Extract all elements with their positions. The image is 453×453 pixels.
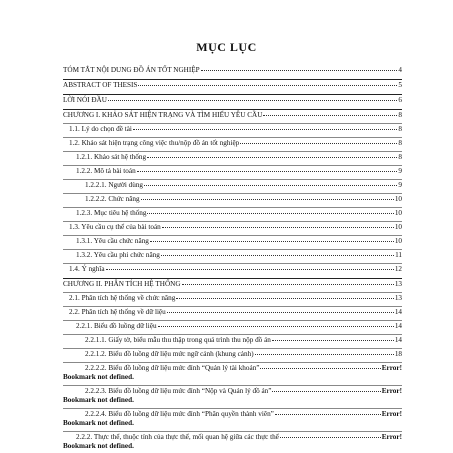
- toc-entry-page: 8: [398, 111, 402, 119]
- toc-entry-continuation: Bookmark not defined.: [63, 419, 134, 427]
- leader-dots: [150, 240, 394, 242]
- toc-entry[interactable]: [63, 96, 402, 105]
- toc-entry-continuation: Bookmark not defined.: [63, 373, 134, 381]
- leader-dots: [255, 353, 394, 355]
- toc-entry-label: 1.3.2. Yêu cầu phi chức năng: [76, 251, 160, 259]
- toc-entry[interactable]: [63, 350, 402, 359]
- toc-entry[interactable]: [63, 111, 402, 120]
- toc-entry-page: 12: [394, 265, 402, 273]
- toc-entry-label: TÓM TẮT NỘI DUNG ĐỒ ÁN TỐT NGHIỆP: [63, 66, 200, 74]
- toc-entry-label: 2.2.2. Thực thể, thuộc tính của thực thể, mối quan hệ giữa các thực thể: [76, 433, 279, 441]
- toc-entry[interactable]: [63, 280, 402, 289]
- toc-entry-page: 14: [394, 322, 402, 330]
- leader-dots: [162, 226, 394, 228]
- toc-title: MỤC LỤC: [196, 40, 257, 54]
- toc-entry[interactable]: [63, 125, 402, 134]
- toc-entry-label: 1.4. Ý nghĩa: [69, 265, 105, 273]
- toc-entry-page: 9: [398, 181, 402, 189]
- toc-entry-label: 1.2.2.2. Chức năng: [85, 195, 140, 203]
- leader-dots: [240, 142, 397, 144]
- toc-entry-page: Error!: [381, 410, 402, 418]
- toc-entry[interactable]: [63, 308, 402, 317]
- divider: [63, 359, 402, 363]
- divider: [63, 274, 402, 279]
- divider: [63, 75, 402, 80]
- divider: [63, 232, 402, 236]
- toc-entry-label: LỜI NÓI ĐẦU: [63, 96, 107, 104]
- divider: [63, 405, 402, 409]
- toc-entry-page: 6: [398, 96, 402, 104]
- toc-entry-label: 2.2.2.2. Biểu đồ luồng dữ liệu mức đỉnh “Quản lý tài khoản”: [85, 364, 260, 372]
- leader-dots: [147, 212, 393, 214]
- toc-entry-page: 14: [394, 308, 402, 316]
- toc-entry-page: 10: [394, 195, 402, 203]
- toc-entry-label: ABSTRACT OF THESIS: [63, 81, 138, 89]
- toc-entry-label: 2.2. Phân tích hệ thống về dữ liệu: [69, 308, 166, 316]
- toc-entry-continuation: Bookmark not defined.: [63, 442, 134, 450]
- toc-entry-label: CHƯƠNG II. PHÂN TÍCH HỆ THỐNG: [63, 280, 181, 288]
- toc-entry-label: 2.2.1.1. Giấy tờ, biểu mẫu thu thập trong quá trình thu nộp đồ án: [85, 336, 271, 344]
- divider: [63, 204, 402, 208]
- toc-entry-page: 11: [395, 251, 402, 259]
- toc-entry[interactable]: [63, 195, 402, 204]
- leader-dots: [106, 268, 394, 270]
- toc-entry-page: 8: [398, 153, 402, 161]
- toc-entry-page: 13: [394, 280, 402, 288]
- divider: [63, 190, 402, 194]
- leader-dots: [272, 339, 394, 341]
- toc-entry-label: 1.2.2.1. Người dùng: [85, 181, 144, 189]
- divider: [63, 331, 402, 335]
- toc-entry-label: 2.1. Phân tích hệ thống về chức năng: [69, 294, 176, 302]
- leader-dots: [263, 114, 397, 116]
- toc-entry-page: Error!: [381, 364, 402, 372]
- leader-dots: [158, 325, 394, 327]
- leader-dots: [138, 84, 397, 86]
- toc-entry-page: 10: [394, 223, 402, 231]
- divider: [63, 317, 402, 321]
- toc-entry-label: 2.2.1.2. Biểu đồ luồng dữ liệu mức ngữ cảnh (khung cảnh): [85, 350, 254, 358]
- divider: [63, 176, 402, 180]
- divider: [63, 105, 402, 110]
- toc-entry[interactable]: [63, 167, 402, 176]
- toc-entry[interactable]: [63, 181, 402, 190]
- leader-dots: [280, 436, 381, 438]
- toc-entry-label: 2.2.2.3. Biểu đồ luồng dữ liệu mức đỉnh “Nộp và Quản lý đồ án”: [85, 387, 272, 395]
- toc-entry-page: Error!: [381, 387, 402, 395]
- toc-entry-page: 8: [398, 125, 402, 133]
- toc-entry[interactable]: [63, 237, 402, 246]
- leader-dots: [275, 413, 381, 415]
- leader-dots: [201, 69, 398, 71]
- divider: [63, 303, 402, 307]
- leader-dots: [260, 367, 380, 369]
- toc-entry[interactable]: [63, 209, 402, 218]
- leader-dots: [272, 390, 380, 392]
- divider: [63, 289, 402, 293]
- leader-dots: [137, 170, 398, 172]
- toc-entry[interactable]: [63, 265, 402, 274]
- toc-entry[interactable]: [63, 433, 402, 451]
- toc-entry[interactable]: [63, 153, 402, 162]
- divider: [63, 345, 402, 349]
- leader-dots: [161, 254, 394, 256]
- toc-entry-page: 8: [398, 139, 402, 147]
- divider: [63, 162, 402, 166]
- toc-entry-label: 1.3. Yêu cầu cụ thể của bài toán: [69, 223, 161, 231]
- toc-entry-page: 18: [394, 350, 402, 358]
- toc-entry[interactable]: [63, 139, 402, 148]
- toc-entry-label: 1.3.1. Yêu cầu chức năng: [76, 237, 149, 245]
- toc-entry[interactable]: [63, 223, 402, 232]
- toc-entry[interactable]: [63, 364, 402, 382]
- toc-entry-page: Error!: [381, 433, 402, 441]
- toc-entry-label: 2.2.1. Biểu đồ luồng dữ liệu: [76, 322, 157, 330]
- leader-dots: [144, 184, 397, 186]
- toc-entry-label: 1.2.2. Mô tả bài toán: [76, 167, 136, 175]
- toc-entry-label: CHƯƠNG I. KHẢO SÁT HIỆN TRẠNG VÀ TÌM HIỂU YÊU CẦU: [63, 111, 263, 119]
- leader-dots: [133, 128, 398, 130]
- divider: [63, 120, 402, 124]
- leader-dots: [141, 198, 394, 200]
- toc-entry[interactable]: [63, 251, 402, 260]
- toc-entry-page: 5: [398, 81, 402, 89]
- leader-dots: [182, 283, 394, 285]
- divider: [63, 246, 402, 250]
- toc-entry[interactable]: [63, 66, 402, 75]
- toc-entry-page: 4: [398, 66, 402, 74]
- divider: [63, 382, 402, 386]
- divider: [63, 218, 402, 222]
- leader-dots: [176, 297, 394, 299]
- divider: [63, 428, 402, 432]
- toc-entry[interactable]: [63, 322, 402, 331]
- divider: [63, 90, 402, 95]
- toc-entry-label: 2.2.2.4. Biểu đồ luồng dữ liệu mức đỉnh “Phân quyền thành viên”: [85, 410, 274, 418]
- divider: [63, 134, 402, 138]
- divider: [63, 260, 402, 264]
- toc-entry[interactable]: [63, 410, 402, 428]
- toc-entry-label: 1.1. Lý do chọn đề tài: [69, 125, 132, 133]
- toc-entry[interactable]: [63, 294, 402, 303]
- toc-entry-label: 1.2. Khảo sát hiện trạng công việc thu/nộp đồ án tốt nghiệp: [69, 139, 240, 147]
- leader-dots: [147, 156, 397, 158]
- leader-dots: [108, 99, 397, 101]
- toc-entry-page: 9: [398, 167, 402, 175]
- toc-entry-page: 10: [394, 209, 402, 217]
- leader-dots: [167, 311, 394, 313]
- toc-entry-label: 1.2.3. Mục tiêu hệ thống: [76, 209, 147, 217]
- toc-entry-page: 10: [394, 237, 402, 245]
- toc-entry[interactable]: [63, 81, 402, 90]
- table-of-contents: [63, 66, 402, 451]
- toc-entry[interactable]: [63, 387, 402, 405]
- toc-entry[interactable]: [63, 336, 402, 345]
- toc-entry-page: 14: [394, 336, 402, 344]
- toc-entry-page: 13: [394, 294, 402, 302]
- toc-entry-continuation: Bookmark not defined.: [63, 396, 134, 404]
- divider: [63, 148, 402, 152]
- toc-entry-label: 1.2.1. Khảo sát hệ thống: [76, 153, 147, 161]
